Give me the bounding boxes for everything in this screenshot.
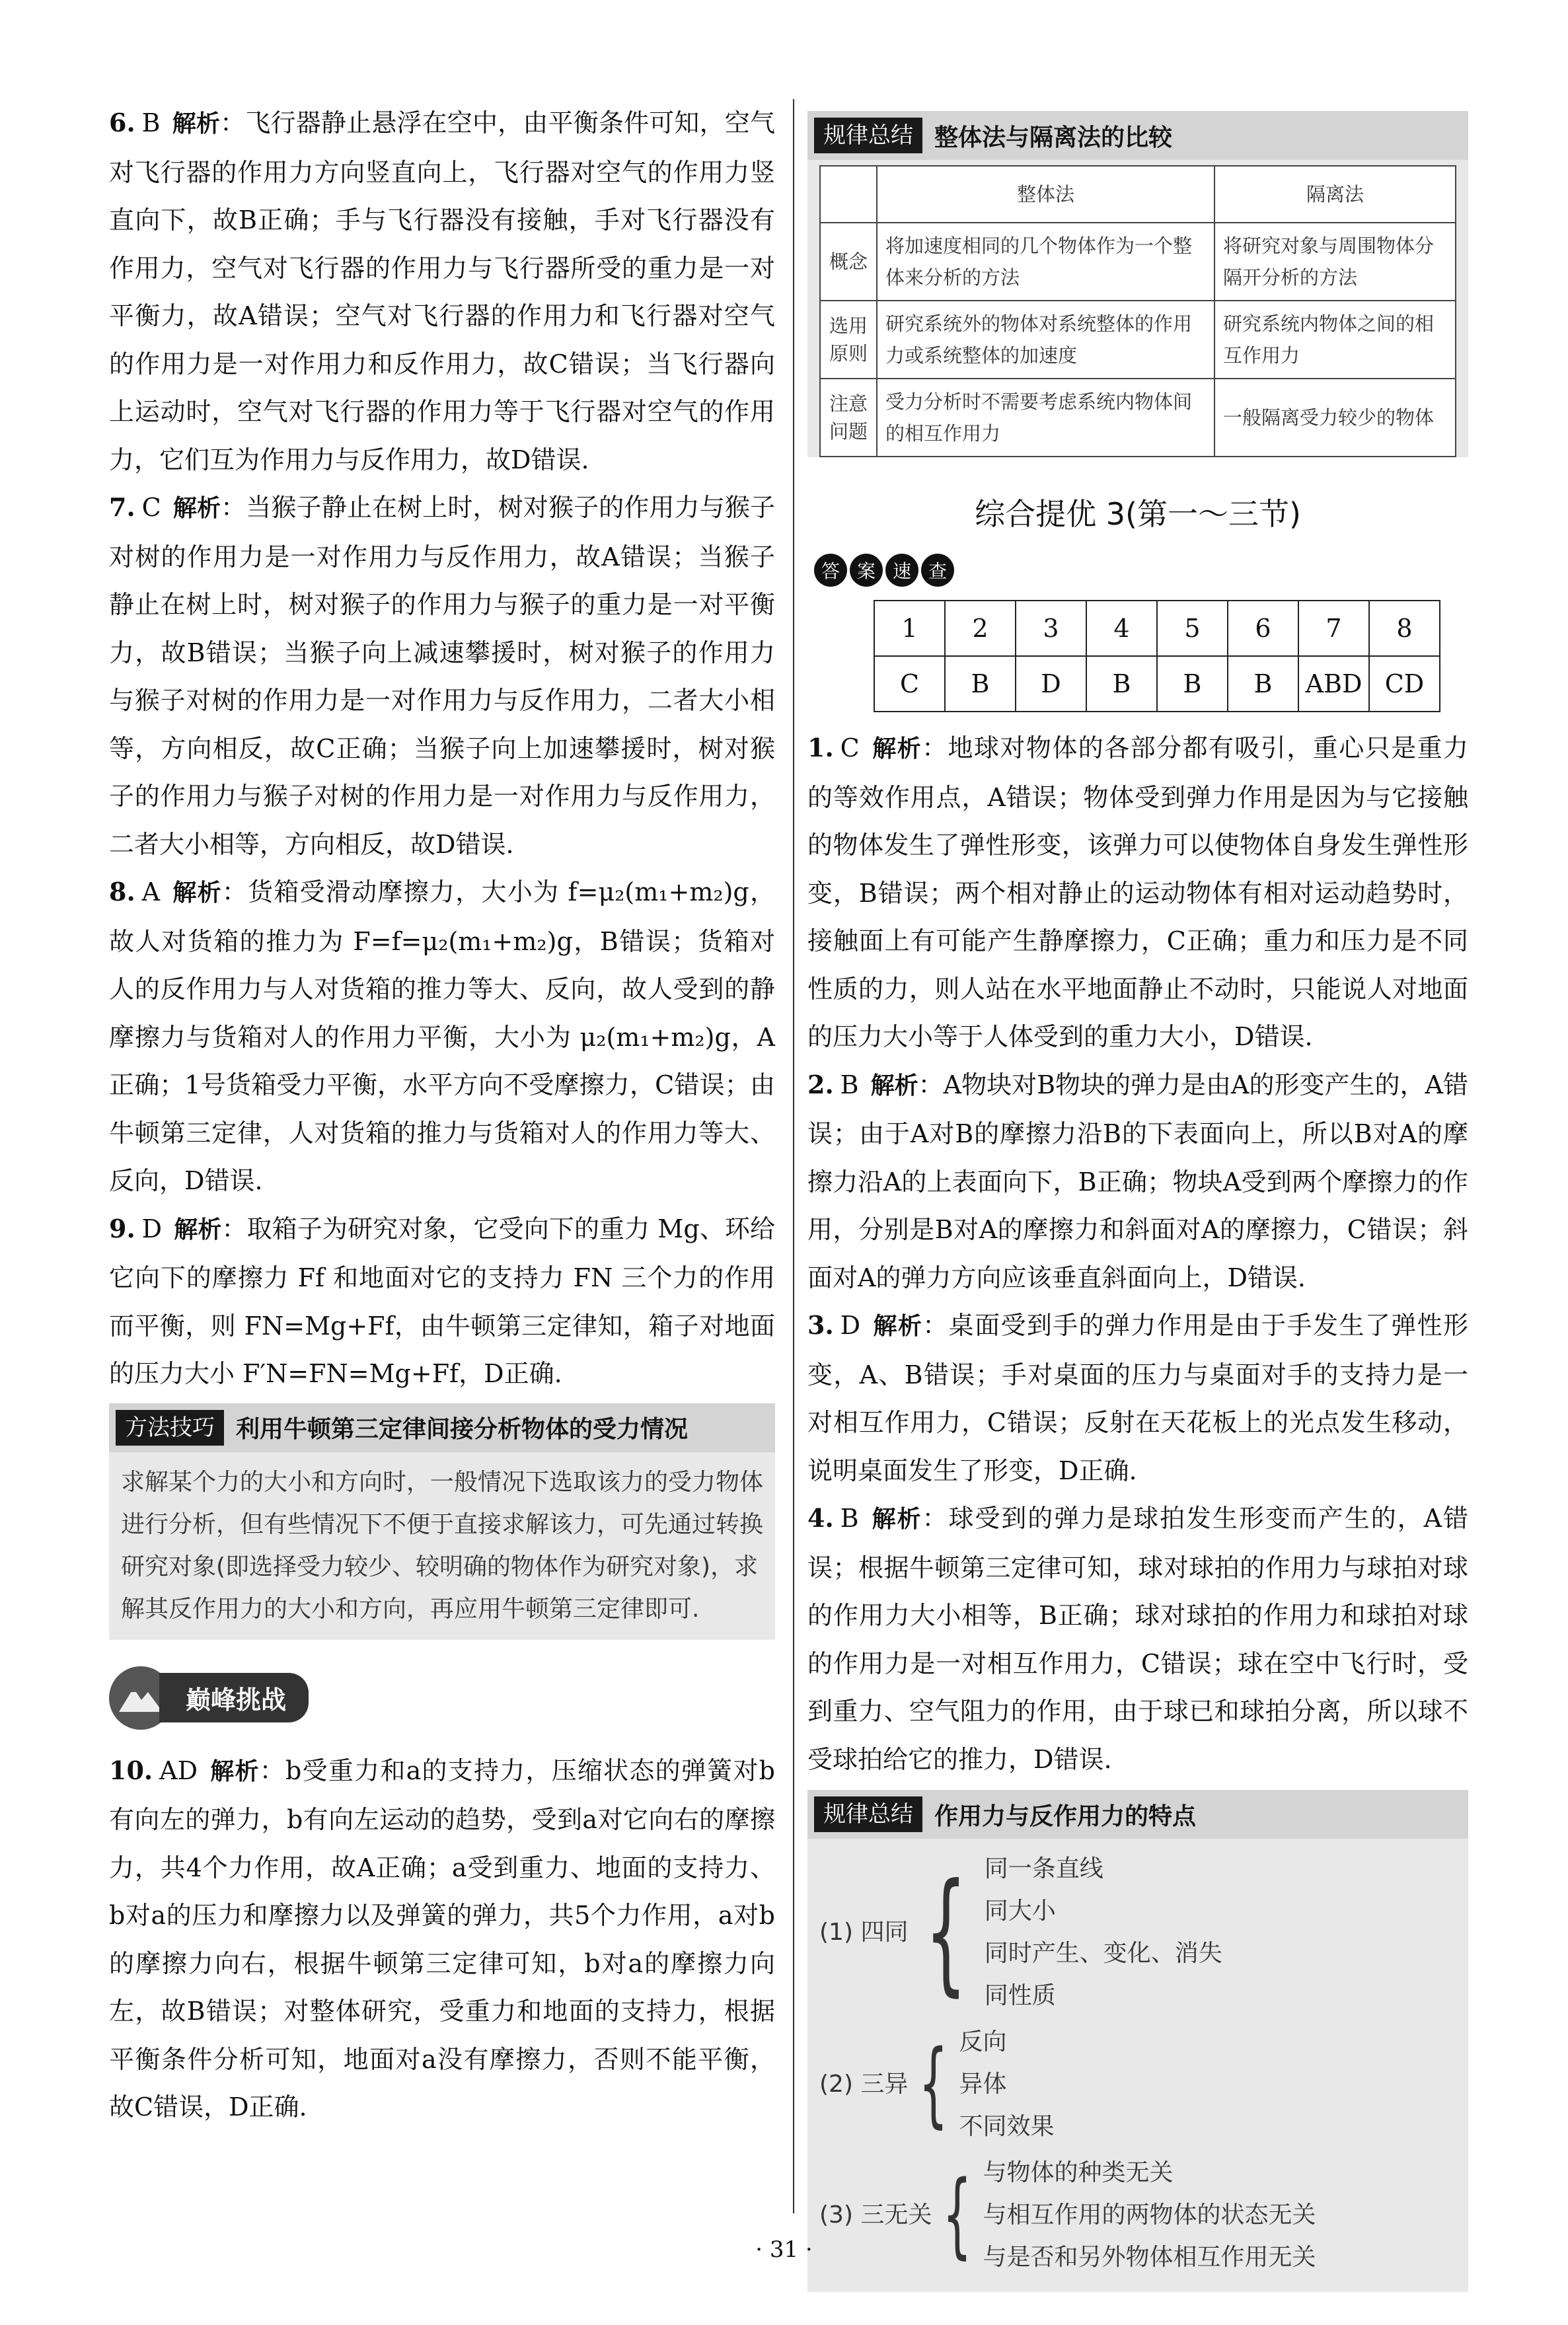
compare-header bbox=[807, 111, 1468, 160]
answer-1: 1. C 解析：地球对物体的各部分都有吸引，重心只是重力的等效作用点，A错误；物体受到弹力作用是因为与它接触的物体发生了弹性形变，该弹力可以使物体自身发生弹性形变，B错误；两个相对静止的运动物体有相对运动趋势时，接触面上有可能产生静摩擦力，C正确；重力和压力是不同性质的力，则人站在水平地面静止不动时，只能说人对地面的压力大小等于人体受到的重力大小，D错误. bbox=[807, 733, 1468, 1051]
question-number: 8 bbox=[1369, 601, 1440, 656]
table-cell: 将加速度相同的几个物体作为一个整体来分析的方法 bbox=[877, 223, 1214, 301]
answer-cell: B bbox=[1157, 656, 1228, 712]
feature-item: 反向 bbox=[959, 2028, 1007, 2055]
answer-3: 3. D 解析：桌面受到手的弹力作用是由于手发生了弹性形变，A、B错误；手对桌面的压力与桌面对手的支持力是一对相互作用力，C错误；反射在天花板上的光点发生移动，说明桌面发生了形变，D正确. bbox=[807, 1310, 1468, 1485]
question-number: 7 bbox=[1298, 601, 1369, 656]
row-header: 概念 bbox=[820, 223, 877, 301]
method-tip-header bbox=[109, 1403, 775, 1452]
answer-cell: D bbox=[1016, 656, 1086, 712]
quick-check-char: 查 bbox=[921, 554, 954, 587]
answer-cell: B bbox=[1086, 656, 1157, 712]
question-number: 2 bbox=[945, 601, 1016, 656]
table-row bbox=[820, 166, 1456, 223]
row-header: 注意问题 bbox=[820, 379, 877, 457]
quick-check-char: 案 bbox=[850, 554, 883, 587]
answer-9: 9. D 解析：取箱子为研究对象，它受向下的重力 Mg、环给它向下的摩擦力 Ff 和地面对它的支持力 FN 三个力的作用而平衡，则 FN=Mg+Ff，由牛顿第三定律知，箱子对地面的压力大小 F′N=FN=Mg+Ff，D正确. bbox=[109, 1213, 775, 1388]
feature-item: 与是否和另外物体相互作用无关 bbox=[983, 2244, 1316, 2271]
answer-8: 8. A 解析：货箱受滑动摩擦力，大小为 f=μ₂(m₁+m₂)g，故人对货箱的推力为 F=f=μ₂(m₁+m₂)g，B错误；货箱对人的反作用力与人对货箱的推力等大、反向，故人受到的静摩擦力与货箱对人的作用力平衡，大小为 μ₂(m₁+m₂)g，A正确；1号货箱受力平衡，水平方向不受摩擦力，C错误；由牛顿第三定律，人对货箱的推力与货箱对人的作用力等大、反向，D错误. bbox=[109, 877, 775, 1195]
challenge-label: 巅峰挑战 bbox=[159, 1673, 309, 1722]
column-header: 隔离法 bbox=[1214, 166, 1456, 223]
compare-title: 整体法与隔离法的比较 bbox=[934, 124, 1173, 151]
features-header bbox=[807, 1790, 1468, 1839]
table-row bbox=[874, 656, 1440, 712]
table-cell: 一般隔离受力较少的物体 bbox=[1214, 379, 1456, 457]
table-cell: 研究系统外的物体对系统整体的作用力或系统整体的加速度 bbox=[877, 301, 1214, 379]
feature-item: 同时产生、变化、消失 bbox=[984, 1940, 1222, 1967]
feature-item: 同一条直线 bbox=[984, 1855, 1103, 1882]
features-title: 作用力与反作用力的特点 bbox=[934, 1802, 1197, 1830]
compare-box bbox=[807, 111, 1468, 457]
question-number: 5 bbox=[1157, 601, 1228, 656]
method-tip-body: 求解某个力的大小和方向时，一般情况下选取该力的受力物体进行分析，但有些情况下不便于直接求解该力，可先通过转换研究对象(即选择受力较少、较明确的物体作为研究对象)，求解其反作用力的大小和方向，再应用牛顿第三定律即可. bbox=[121, 1468, 764, 1623]
features-list bbox=[807, 1839, 1468, 2292]
column-divider bbox=[793, 99, 794, 2213]
answer-6: 6. B 解析：飞行器静止悬浮在空中，由平衡条件可知，空气对飞行器的作用力方向竖直向上，飞行器对空气的作用力竖直向下，故B正确；手与飞行器没有接触，手对飞行器没有作用力，空气对飞行器的作用力与飞行器所受的重力是一对平衡力，故A错误；空气对飞行器的作用力和飞行器对空气的作用力是一对作用力和反作用力，故C错误；当飞行器向上运动时，空气对飞行器的作用力等于飞行器对空气的作用力，它们互为作用力与反作用力，故D错误. bbox=[109, 108, 775, 474]
question-number: 1 bbox=[874, 601, 945, 656]
table-cell: 受力分析时不需要考虑系统内物体间的相互作用力 bbox=[877, 379, 1214, 457]
answer-cell: B bbox=[1228, 656, 1298, 712]
answer-4: 4. B 解析：球受到的弹力是球拍发生形变而产生的，A错误；根据牛顿第三定律可知，球对球拍的作用力与球拍对球的作用力大小相等，B正确；球对球拍的作用力和球拍对球的作用力是一对相互作用力，C错误；球在空中飞行时，受到重力、空气阻力的作用，由于球已和球拍分离，所以球不受球拍给它的推力，D错误. bbox=[807, 1503, 1468, 1774]
quick-check-char: 速 bbox=[885, 554, 918, 587]
question-number: 6 bbox=[1228, 601, 1298, 656]
feature-item: 与相互作用的两物体的状态无关 bbox=[983, 2201, 1316, 2229]
compare-tag: 规律总结 bbox=[814, 118, 922, 153]
method-tip-tag: 方法技巧 bbox=[116, 1410, 224, 1446]
quick-check-label bbox=[814, 554, 1468, 587]
feature-group bbox=[819, 2021, 1456, 2148]
answer-cell: B bbox=[945, 656, 1016, 712]
method-tip-title: 利用牛顿第三定律间接分析物体的受力情况 bbox=[236, 1416, 689, 1443]
feature-group-label: (1) 四同 bbox=[819, 1919, 909, 1946]
table-row bbox=[820, 301, 1456, 379]
method-tip-box bbox=[109, 1403, 775, 1640]
compare-table bbox=[819, 165, 1456, 457]
table-row bbox=[874, 601, 1440, 656]
answer-2: 2. B 解析：A物块对B物块的弹力是由A的形变产生的，A错误；由于A对B的摩擦力沿B的下表面向上，所以B对A的摩擦力沿A的上表面向下，B正确；物块A受到两个摩擦力的作用，分别是B对A的摩擦力和斜面对A的摩擦力，C错误；斜面对A的弹力方向应该垂直斜面向上，D错误. bbox=[807, 1069, 1468, 1292]
right-column bbox=[807, 111, 1468, 2292]
features-box bbox=[807, 1790, 1468, 2292]
row-header: 选用原则 bbox=[820, 301, 877, 379]
answer-10: 10. AD 解析：b受重力和a的支持力，压缩状态的弹簧对b有向左的弹力，b有向左运动的趋势，受到a对它向右的摩擦力，共4个力作用，故A正确；a受到重力、地面的支持力、b对a的压力和摩擦力以及弹簧的弹力，共5个力作用，a对b的摩擦力向右，根据牛顿第三定律可知，b对a的摩擦力向左，故B错误；对整体研究，受重力和地面的支持力，根据平衡条件分析可知，地面对a没有摩擦力，否则不能平衡，故C错误，D正确. bbox=[109, 1755, 775, 2122]
answer-cell: CD bbox=[1369, 656, 1440, 712]
challenge-banner bbox=[109, 1666, 775, 1730]
feature-item: 同大小 bbox=[984, 1898, 1056, 1925]
left-column bbox=[109, 99, 775, 2131]
brace-icon: { bbox=[918, 2030, 949, 2138]
feature-group bbox=[819, 1848, 1456, 2017]
section-title: 综合提优 3(第一～三节) bbox=[975, 496, 1301, 532]
feature-item: 与物体的种类无关 bbox=[983, 2159, 1174, 2186]
feature-group-label: (2) 三异 bbox=[819, 2071, 909, 2098]
table-row bbox=[820, 379, 1456, 457]
table-row bbox=[820, 223, 1456, 301]
features-tag: 规律总结 bbox=[814, 1796, 922, 1832]
table-cell: 研究系统内物体之间的相互作用力 bbox=[1214, 301, 1456, 379]
column-header: 整体法 bbox=[877, 166, 1214, 223]
feature-item: 不同效果 bbox=[959, 2113, 1055, 2140]
feature-item: 异体 bbox=[959, 2071, 1007, 2098]
feature-group-label: (3) 三无关 bbox=[819, 2201, 932, 2229]
answer-cell: ABD bbox=[1298, 656, 1369, 712]
answer-7: 7. C 解析：当猴子静止在树上时，树对猴子的作用力与猴子对树的作用力是一对作用力与反作用力，故A错误；当猴子静止在树上时，树对猴子的作用力与猴子的重力是一对平衡力，故B错误；当猴子向上减速攀援时，树对猴子的作用力与猴子对树的作用力是一对作用力与反作用力，二者大小相等，方向相反，故C正确；当猴子向上加速攀援时，树对猴子的作用力与猴子对树的作用力是一对作用力与反作用力，二者大小相等，方向相反，故D错误. bbox=[109, 492, 775, 859]
question-number: 3 bbox=[1016, 601, 1086, 656]
brace-icon: { bbox=[942, 2161, 973, 2269]
quick-check-char: 答 bbox=[814, 554, 847, 587]
question-number: 4 bbox=[1086, 601, 1157, 656]
feature-item: 同性质 bbox=[984, 1982, 1056, 2009]
brace-icon: { bbox=[925, 1855, 967, 2009]
page-number: · 31 · bbox=[755, 2236, 813, 2263]
answer-cell: C bbox=[874, 656, 945, 712]
answer-table bbox=[874, 600, 1440, 712]
table-cell: 将研究对象与周围物体分隔开分析的方法 bbox=[1214, 223, 1456, 301]
